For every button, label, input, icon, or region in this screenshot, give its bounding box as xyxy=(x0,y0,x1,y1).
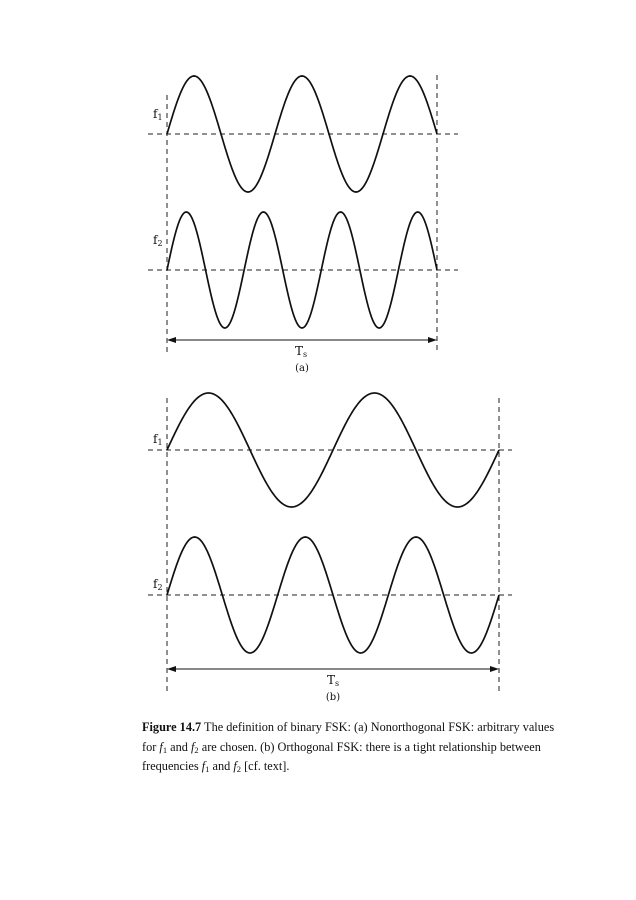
panel-b-duration-label: Ts xyxy=(326,673,340,688)
panel-b-orthogonal xyxy=(148,393,512,703)
caption-text-5: [cf. text]. xyxy=(241,759,290,773)
panel-a-duration-label: Ts xyxy=(294,344,308,359)
caption-f4-subscript: 2 xyxy=(236,764,241,774)
panel-b-f1-label: f1 xyxy=(153,432,163,447)
caption-f1-subscript: 1 xyxy=(162,744,168,755)
caption-text-3: are chosen. (b) Orthogonal FSK: there is a tight relationship between frequencies xyxy=(142,739,541,773)
caption-text-4: and xyxy=(209,759,234,773)
panel-a-nonorthogonal xyxy=(148,75,458,374)
figure-number: Figure 14.7 xyxy=(142,720,202,734)
caption-f3-symbol: f xyxy=(201,759,206,773)
figure-caption xyxy=(142,718,562,777)
caption-text-2: and xyxy=(167,739,191,754)
panel-a-arrowhead-right xyxy=(428,337,437,343)
caption-f2-symbol: f xyxy=(191,739,195,754)
panel-a-arrowhead-left xyxy=(167,337,176,343)
panel-a-f1-label: f1 xyxy=(153,107,163,122)
caption-f1-symbol: f xyxy=(159,739,163,754)
caption-f2-subscript: 2 xyxy=(194,744,199,755)
panel-a-label: (a) xyxy=(295,363,309,374)
caption-text-1: The definition of binary FSK: (a) Nonorthogonal FSK: arbitrary values for xyxy=(142,720,555,754)
panel-b-label: (b) xyxy=(325,692,341,703)
caption-f4-symbol: f xyxy=(233,759,237,773)
panel-b-f2-label: f2 xyxy=(153,577,163,592)
panel-b-arrowhead-left xyxy=(167,666,176,672)
caption-f3-subscript: 1 xyxy=(205,764,210,774)
panel-b-arrowhead-right xyxy=(490,666,499,672)
panel-a-f2-label: f2 xyxy=(153,233,163,248)
